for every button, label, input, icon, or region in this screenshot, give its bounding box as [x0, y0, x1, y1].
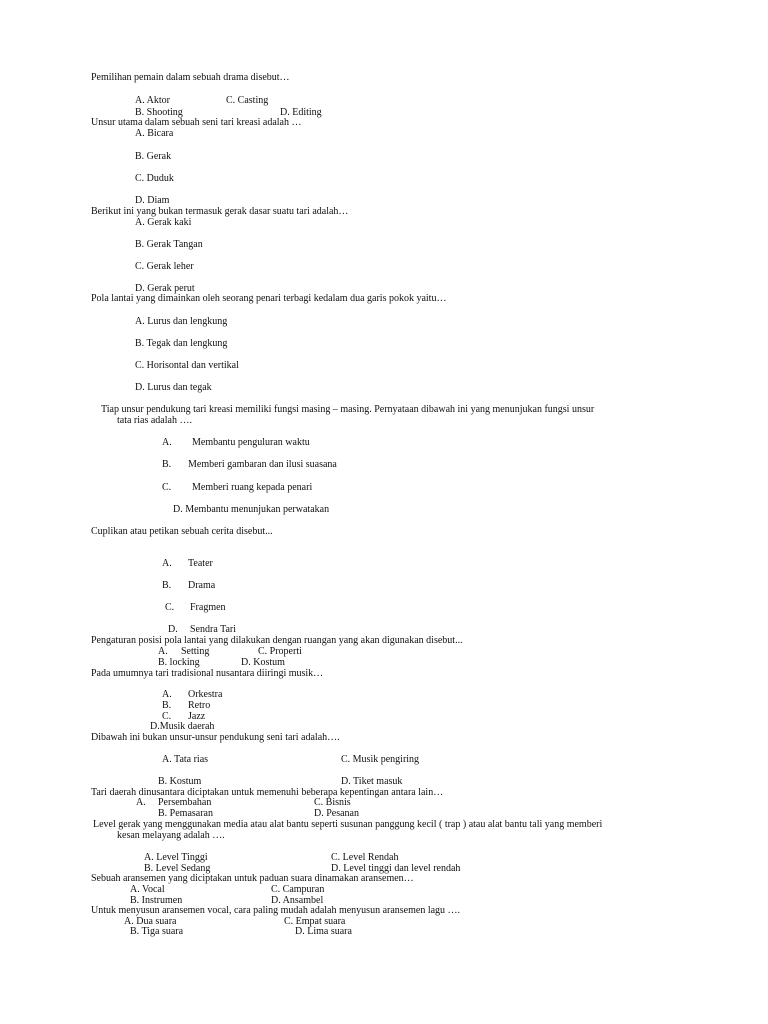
question-12-option-d: D. Ansambel	[271, 895, 324, 906]
question-11-option-b: B. Level Sedang	[144, 863, 211, 874]
question-6-option-b-text: Drama	[188, 580, 216, 591]
question-10-text: Tari daerah dinusantara diciptakan untuk memenuhi beberapa kepentingan antara lain…	[91, 787, 444, 798]
question-3-option-c: C. Gerak leher	[135, 261, 194, 272]
question-10-option-a-letter: A.	[136, 797, 146, 808]
question-9-text: Dibawah ini bukan unsur-unsur pendukung seni tari adalah….	[91, 732, 340, 743]
question-5-text-line2: tata rias adalah ….	[117, 415, 192, 426]
question-9-option-b: B. Kostum	[158, 776, 202, 787]
question-11-text-line2: kesan melayang adalah ….	[117, 830, 225, 841]
question-5-option-a-text: Membantu penguluran waktu	[192, 437, 310, 448]
question-3-option-a: A. Gerak kaki	[135, 217, 192, 228]
question-13-option-d: D. Lima suara	[295, 926, 352, 937]
question-11-option-a: A. Level Tinggi	[144, 852, 208, 863]
question-5-option-d: D. Membantu menunjukan perwatakan	[173, 504, 330, 515]
question-5-option-b-letter: B.	[162, 459, 172, 470]
question-10-option-a-text: Persembahan	[158, 797, 212, 808]
question-6-text: Cuplikan atau petikan sebuah cerita disebut...	[91, 526, 273, 537]
question-4-option-c: C. Horisontal dan vertikal	[135, 360, 239, 371]
question-11-option-d: D. Level tinggi dan level rendah	[331, 863, 461, 874]
question-11-text-line1: Level gerak yang menggunakan media atau alat bantu seperti susunan panggung kecil ( trap ) atau alat bantu tali yang memberi	[93, 819, 603, 830]
question-7-text: Pengaturan posisi pola lantai yang dilakukan dengan ruangan yang akan digunakan disebut...	[91, 635, 463, 646]
question-9-option-c: C. Musik pengiring	[341, 754, 420, 765]
question-6-option-d-text: Sendra Tari	[190, 624, 237, 635]
question-4-option-a: A. Lurus dan lengkung	[135, 316, 228, 327]
question-9-option-d: D. Tiket masuk	[341, 776, 403, 787]
question-8-text: Pada umumnya tari tradisional nusantara diiringi musik…	[91, 668, 324, 679]
question-2-option-a: A. Bicara	[135, 128, 174, 139]
question-7-option-d: D. Kostum	[241, 657, 285, 668]
question-8-option-b-text: Retro	[188, 700, 211, 711]
question-6-option-a-text: Teater	[188, 558, 213, 569]
question-4-text: Pola lantai yang dimainkan oleh seorang penari terbagi kedalam dua garis pokok yaitu…	[91, 293, 447, 304]
question-6-option-c-letter: C.	[165, 602, 175, 613]
question-10-option-c: C. Bisnis	[314, 797, 351, 808]
question-8-option-a-text: Orkestra	[188, 689, 223, 700]
question-8-option-d: D.Musik daerah	[150, 721, 215, 732]
question-4-option-d: D. Lurus dan tegak	[135, 382, 212, 393]
question-5-option-c-text: Memberi ruang kepada penari	[192, 482, 313, 493]
question-13-option-a: A. Dua suara	[124, 916, 177, 927]
question-2-text: Unsur utama dalam sebuah seni tari kreasi adalah …	[91, 117, 302, 128]
question-8-option-c-text: Jazz	[188, 711, 206, 722]
question-5-option-a-letter: A.	[162, 437, 172, 448]
question-10-option-d: D. Pesanan	[314, 808, 359, 819]
question-13-option-b: B. Tiga suara	[130, 926, 184, 937]
question-7-option-a-text: Setting	[181, 646, 210, 657]
question-1-option-c: C. Casting	[226, 95, 269, 106]
question-13-option-c: C. Empat suara	[284, 916, 346, 927]
question-1-text: Pemilihan pemain dalam sebuah drama disebut…	[91, 72, 290, 83]
question-2-option-b: B. Gerak	[135, 151, 172, 162]
question-5-option-c-letter: C.	[162, 482, 172, 493]
question-5-text-line1: Tiap unsur pendukung tari kreasi memiliki fungsi masing – masing. Pernyataan dibawah ini yang menunjukan fungsi unsur	[101, 404, 595, 415]
question-6-option-c-text: Fragmen	[190, 602, 226, 613]
question-6-option-d-letter: D.	[168, 624, 178, 635]
question-12-text: Sebuah aransemen yang diciptakan untuk paduan suara dinamakan aransemen…	[91, 873, 414, 884]
question-10-option-b: B. Pemasaran	[158, 808, 213, 819]
question-3-text: Berikut ini yang bukan termasuk gerak dasar suatu tari adalah…	[91, 206, 349, 217]
question-8-option-c-letter: C.	[162, 711, 172, 722]
question-12-option-b: B. Instrumen	[130, 895, 183, 906]
question-3-option-d: D. Gerak perut	[135, 283, 195, 294]
question-2-option-c: C. Duduk	[135, 173, 174, 184]
question-7-option-c: C. Properti	[258, 646, 302, 657]
question-8-option-a-letter: A.	[162, 689, 172, 700]
question-8-option-b-letter: B.	[162, 700, 172, 711]
question-12-option-c: C. Campuran	[271, 884, 325, 895]
question-7-option-a-letter: A.	[158, 646, 168, 657]
question-7-option-b: B. locking	[158, 657, 200, 668]
question-9-option-a: A. Tata rias	[162, 754, 209, 765]
question-13-text: Untuk menyusun aransemen vocal, cara paling mudah adalah menyusun aransemen lagu ….	[91, 905, 461, 916]
question-1-option-a: A. Aktor	[135, 95, 170, 106]
question-11-option-c: C. Level Rendah	[331, 852, 399, 863]
question-12-option-a: A. Vocal	[130, 884, 165, 895]
question-5-option-b-text: Memberi gambaran dan ilusi suasana	[188, 459, 337, 470]
question-1-option-b: B. Shooting	[135, 107, 183, 118]
question-1-option-d: D. Editing	[280, 107, 322, 118]
question-4-option-b: B. Tegak dan lengkung	[135, 338, 228, 349]
question-6-option-a-letter: A.	[162, 558, 172, 569]
question-6-option-b-letter: B.	[162, 580, 172, 591]
question-2-option-d: D. Diam	[135, 195, 170, 206]
question-3-option-b: B. Gerak Tangan	[135, 239, 203, 250]
